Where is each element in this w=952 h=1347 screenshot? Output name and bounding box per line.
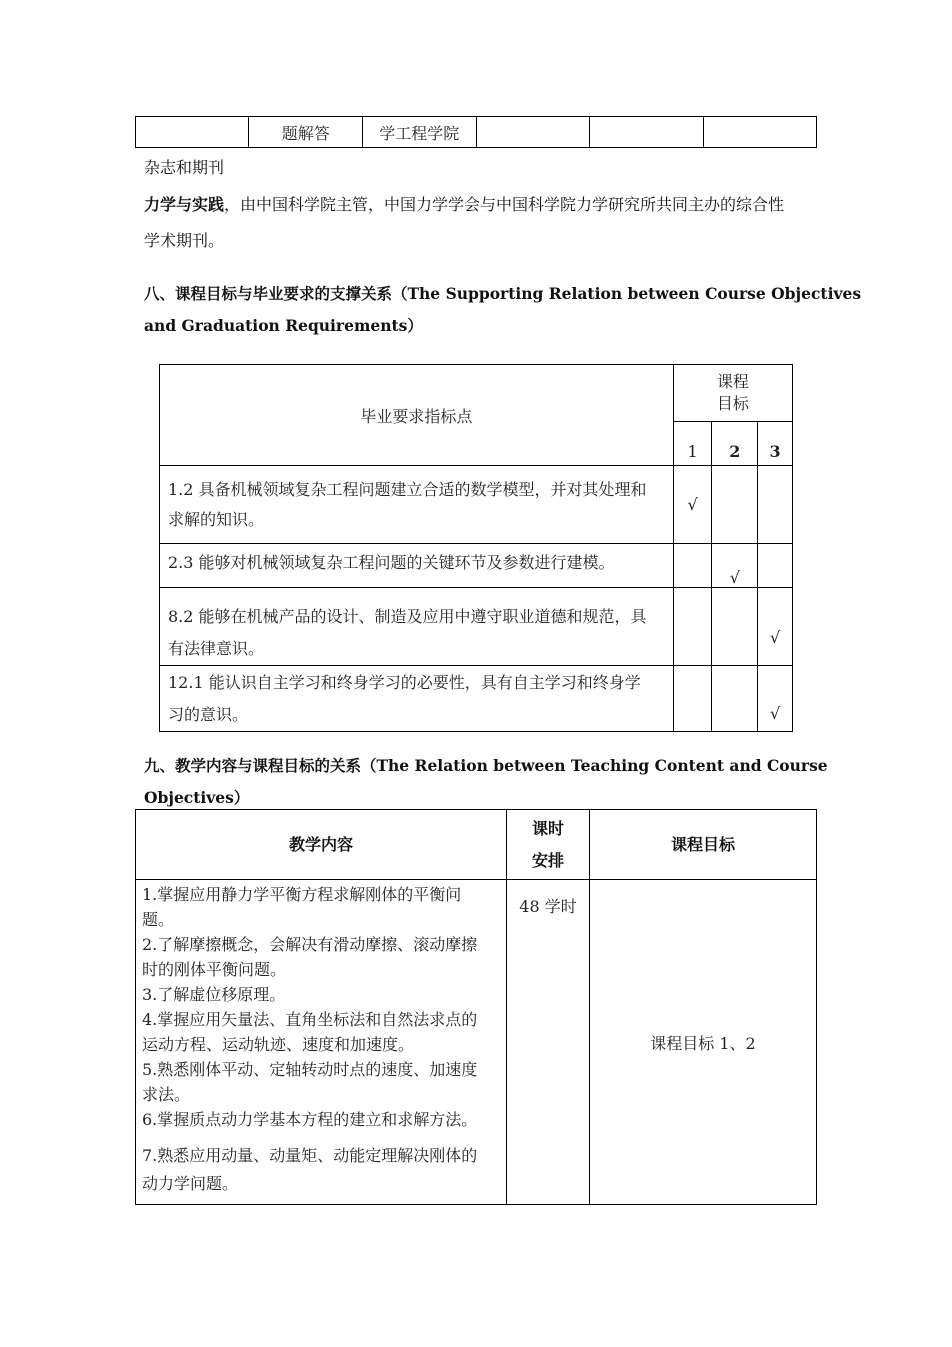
req-row-1-l2: 求解的知识。 xyxy=(168,509,265,529)
content-line-10: 6.掌握质点动力学基本方程的建立和求解方法。 xyxy=(142,1110,478,1129)
header-hours xyxy=(507,810,590,880)
req-row-4-l2: 习的意识。 xyxy=(168,704,249,724)
header-teaching-content: 教学内容 xyxy=(136,810,507,880)
content-line-8: 5.熟悉刚体平动、定轴转动时点的速度、加速度 xyxy=(142,1060,478,1079)
req-row-3-l1: 8.2 能够在机械产品的设计、制造及应用中遵守职业道德和规范，具 xyxy=(168,607,647,626)
content-line-4: 时的刚体平衡问题。 xyxy=(142,960,287,979)
content-line-2: 题。 xyxy=(142,910,175,929)
top-cell-2: 题解答 xyxy=(249,117,363,148)
section9-title: 九、教学内容与课程目标的关系（The Relation between Teaching Content and Course xyxy=(144,756,828,775)
req-row-2-mark-2: √ xyxy=(712,544,758,588)
goal-number-3: 3 xyxy=(758,422,793,466)
req-row-3-mark-2 xyxy=(712,588,758,666)
goal-number-1: 1 xyxy=(673,422,712,466)
journal-description-cont: 学术期刊。 xyxy=(144,231,225,250)
req-row-3-mark-1 xyxy=(673,588,712,666)
hours-cell: 48 学时 xyxy=(507,880,590,1205)
req-row-4-mark-3: √ xyxy=(758,666,793,732)
req-row-2 xyxy=(160,544,674,588)
content-line-11: 7.熟悉应用动量、动量矩、动能定理解决刚体的 xyxy=(142,1146,478,1165)
content-line-1: 1.掌握应用静力学平衡方程求解刚体的平衡问 xyxy=(142,885,462,904)
top-cell-4 xyxy=(476,117,589,148)
req-row-1-mark-1: √ xyxy=(673,466,712,544)
header-hours-l2: 安排 xyxy=(531,850,564,870)
course-goal-cell: 课程目标 1、2 xyxy=(590,880,817,1205)
req-row-2-mark-1 xyxy=(673,544,712,588)
req-row-2-l1: 2.3 能够对机械领域复杂工程问题的关键环节及参数进行建模。 xyxy=(168,553,615,572)
req-row-1-l1: 1.2 具备机械领域复杂工程问题建立合适的数学模型，并对其处理和 xyxy=(168,479,647,499)
req-row-4-mark-2 xyxy=(712,666,758,732)
top-cell-1 xyxy=(136,117,249,148)
content-line-12: 动力学问题。 xyxy=(142,1174,239,1193)
req-row-1-mark-2 xyxy=(712,466,758,544)
support-relation-table xyxy=(159,364,793,732)
content-line-6: 4.掌握应用矢量法、直角坐标法和自然法求点的 xyxy=(142,1010,478,1029)
req-row-4-mark-1 xyxy=(673,666,712,732)
grad-req-header: 毕业要求指标点 xyxy=(160,365,674,466)
journal-entry xyxy=(144,195,784,215)
course-goal-header-l2: 目标 xyxy=(716,394,749,413)
req-row-4-l1: 12.1 能认识自主学习和终身学习的必要性，具有自主学习和终身学 xyxy=(168,672,641,692)
content-line-7: 运动方程、运动轨迹、速度和加速度。 xyxy=(142,1035,415,1054)
req-row-3 xyxy=(160,588,674,666)
content-line-5: 3.了解虚位移原理。 xyxy=(142,985,286,1004)
journal-name: 力学与实践 xyxy=(144,195,225,214)
journal-description: ，由中国科学院主管，中国力学学会与中国科学院力学研究所共同主办的综合性 xyxy=(224,195,785,214)
top-cell-5 xyxy=(590,117,703,148)
goal-number-2: 2 xyxy=(712,422,758,466)
journals-heading: 杂志和期刊 xyxy=(144,158,225,177)
section9-title-cont: Objectives） xyxy=(144,788,250,807)
teaching-content-table xyxy=(135,809,817,1205)
req-row-4 xyxy=(160,666,674,732)
course-goal-header-l1: 课程 xyxy=(716,372,749,391)
section8-title: 八、课程目标与毕业要求的支撑关系（The Supporting Relation between Course Objectives xyxy=(144,284,862,303)
top-table xyxy=(135,116,817,148)
content-line-3: 2.了解摩擦概念，会解决有滑动摩擦、滚动摩擦 xyxy=(142,935,478,954)
course-goal-header xyxy=(673,365,792,422)
top-cell-3: 学工程学院 xyxy=(363,117,477,148)
section8-title-cont: and Graduation Requirements） xyxy=(144,316,423,335)
req-row-3-mark-3: √ xyxy=(758,588,793,666)
teaching-content-cell xyxy=(136,880,507,1205)
header-hours-l1: 课时 xyxy=(531,818,564,838)
content-line-9: 求法。 xyxy=(142,1085,191,1104)
header-course-goal: 课程目标 xyxy=(590,810,817,880)
req-row-1 xyxy=(160,466,674,544)
req-row-1-mark-3 xyxy=(758,466,793,544)
req-row-3-l2: 有法律意识。 xyxy=(168,639,265,658)
req-row-2-mark-3 xyxy=(758,544,793,588)
top-cell-6 xyxy=(703,117,817,148)
